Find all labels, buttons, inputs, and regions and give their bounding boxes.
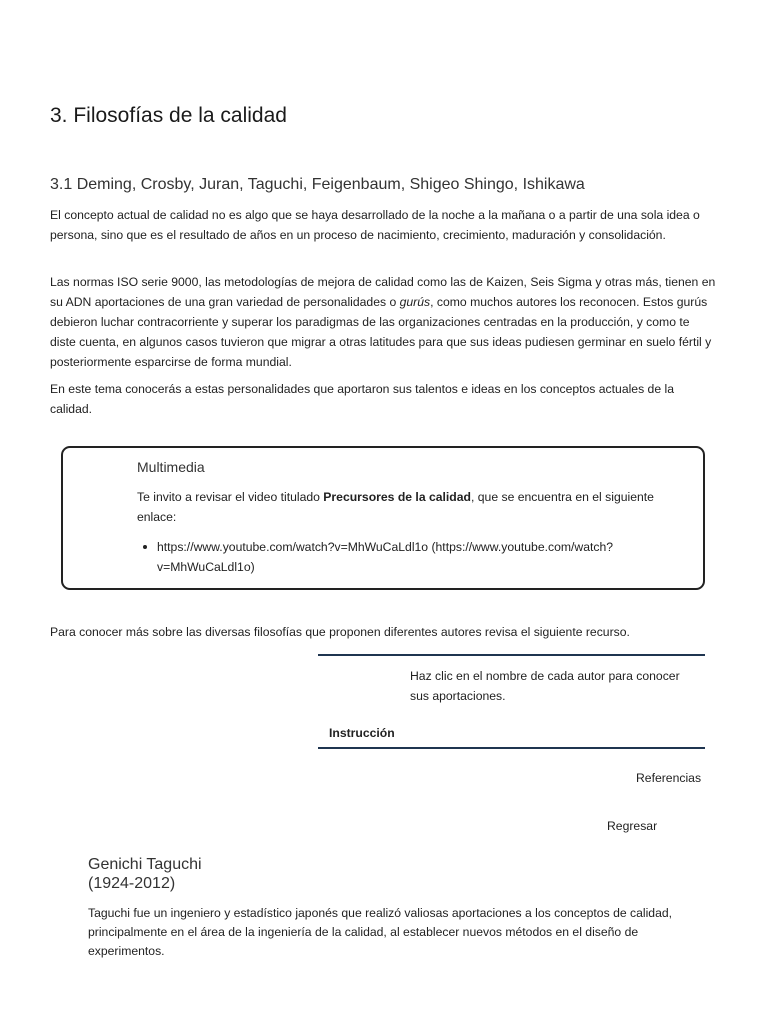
multimedia-title: Multimedia bbox=[137, 459, 205, 475]
list-item bbox=[137, 537, 693, 577]
section-subtitle: 3.1 Deming, Crosby, Juran, Taguchi, Feigenbaum, Shigeo Shingo, Ishikawa bbox=[50, 176, 585, 193]
author-name: Genichi Taguchi bbox=[88, 856, 202, 873]
references-button[interactable]: Referencias bbox=[636, 771, 702, 785]
bottom-divider bbox=[318, 747, 705, 749]
back-button[interactable]: Regresar bbox=[607, 819, 658, 833]
intro-paragraph-2-start: Las normas ISO serie 9000, las metodologías de mejora de calidad como las de Kaizen, Seis Sigma y otras más, tienen en su ADN aportaciones de una gran variedad de personalidades o bbox=[50, 275, 716, 309]
page-title: 3. Filosofías de la calidad bbox=[50, 104, 287, 127]
resource-intro: Para conocer más sobre las diversas filosofías que proponen diferentes autores revisa el siguiente recurso. bbox=[50, 625, 630, 639]
bullet-icon bbox=[143, 545, 147, 549]
author-years: (1924-2012) bbox=[88, 875, 176, 892]
instruction-tab[interactable]: Instrucción bbox=[329, 726, 395, 740]
top-divider bbox=[318, 654, 705, 656]
intro-paragraph-2-end: , como muchos autores los reconocen. Estos gurús debieron luchar contracorriente y superar los paradigmas de las organizaciones centradas en la producción, y como te diste cuenta, en algunos casos tuvieron que migrar a otras latitudes para que sus ideas pudiesen germinar en suelo fértil y posteriormente esparcirse de forma mundial. bbox=[50, 295, 712, 369]
video-title: Precursores de la calidad bbox=[323, 490, 471, 504]
video-link[interactable]: https://www.youtube.com/watch?v=MhWuCaLdl1o (https://www.youtube.com/watch?v=MhWuCaLdl1o) bbox=[157, 540, 614, 574]
intro-paragraph-2 bbox=[50, 272, 718, 372]
multimedia-text-end: , que se encuentra en el siguiente enlace: bbox=[137, 490, 654, 524]
author-description: Taguchi fue un ingeniero y estadístico japonés que realizó valiosas aportaciones a los conceptos de calidad, principalmente en el área de la ingeniería de la calidad, al establecer nuevos métodos en el diseño de experimentos. bbox=[88, 906, 673, 958]
intro-paragraph-3: En este tema conocerás a estas personalidades que aportaron sus talentos e ideas en los conceptos actuales de la calidad. bbox=[50, 382, 674, 416]
gurus-emphasis: gurús bbox=[399, 295, 431, 309]
multimedia-link-list bbox=[137, 537, 693, 577]
author-heading bbox=[88, 855, 202, 893]
multimedia-text-start: Te invito a revisar el video titulado bbox=[137, 490, 324, 504]
instruction-hint: Haz clic en el nombre de cada autor para conocer sus aportaciones. bbox=[410, 669, 680, 703]
multimedia-box bbox=[61, 446, 705, 590]
multimedia-text bbox=[137, 487, 693, 527]
intro-paragraph-1: El concepto actual de calidad no es algo que se haya desarrollado de la noche a la mañana o a partir de una sola idea o persona, sino que es el resultado de años en un proceso de nacimiento, crecimiento, maduración y consolidación. bbox=[50, 208, 700, 242]
